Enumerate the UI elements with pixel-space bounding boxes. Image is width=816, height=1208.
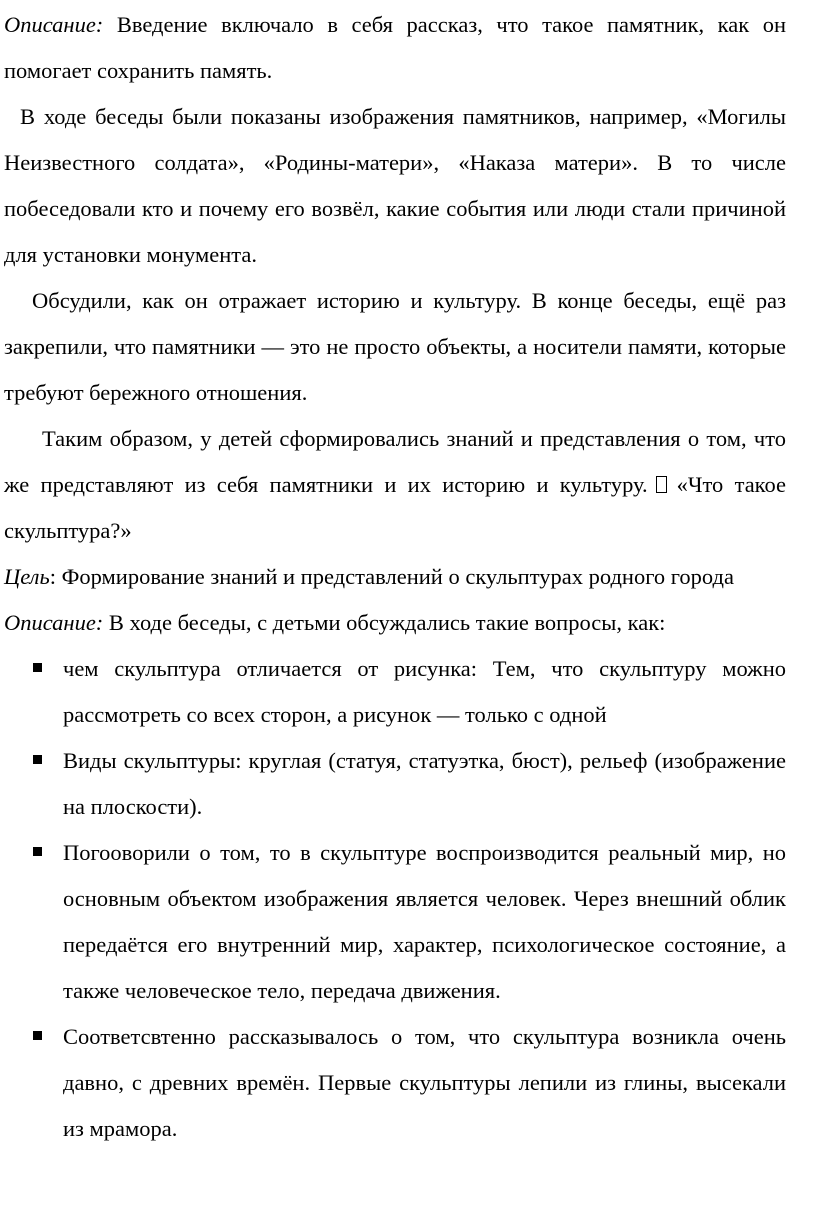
paragraph-text: В ходе беседы были показаны изображения памятников, например, «Могилы Неизвестного солдата», «Родины-матери», «Наказа матери». В то числе побеседовали кто и почему его возвёл, какие события или люди стали причиной для установки монумента. (4, 104, 786, 267)
list-item (4, 1014, 786, 1152)
paragraph-history-culture (4, 278, 786, 416)
square-bullet-icon (33, 663, 42, 672)
section-heading-sculpture: «Что такое скульптура?» (4, 472, 786, 543)
paragraph-text: : Формирование знаний и представлений о скульптурах родного города (49, 564, 734, 589)
list-item-text: Виды скульптуры: круглая (статуя, статуэтка, бюст), рельеф (изображение на плоскости). (63, 748, 786, 819)
list-item-text: Соответсвтенно рассказывалось о том, что скульптура возникла очень давно, с древних времён. Первые скульптуры лепили из глины, высекали из мрамора. (63, 1024, 786, 1141)
description-label: Описание: (4, 12, 104, 37)
discussion-topics-list (4, 646, 786, 1152)
description-label: Описание: (4, 610, 104, 635)
list-item (4, 646, 786, 738)
paragraph-intro-description (4, 2, 786, 94)
paragraph-text: Таким образом, у детей сформировались знаний и представления о том, что же представляют из себя памятники и их историю и культуру. (4, 426, 786, 497)
paragraph-monuments-shown (4, 94, 786, 278)
square-bullet-icon (33, 1031, 42, 1040)
list-item-text: Погооворили о том, то в скульптуре воспроизводится реальный мир, но основным объектом изображения является человек. Через внешний облик передаётся его внутренний мир, характер, психологическое состояние, а также человеческое тело, передача движения. (63, 840, 786, 1003)
paragraph-text: Введение включало в себя рассказ, что такое памятник, как он помогает сохранить память. (4, 12, 786, 83)
paragraph-goal (4, 554, 786, 600)
paragraph-text: В ходе беседы, с детьми обсуждались такие вопросы, как: (103, 610, 666, 635)
paragraph-sculpture-description (4, 600, 786, 646)
list-item-text: чем скульптура отличается от рисунка: Тем, что скульптуру можно рассмотреть со всех сторон, а рисунок — только с одной (63, 656, 786, 727)
goal-label: Цель (4, 564, 50, 589)
square-bullet-icon (33, 755, 42, 764)
list-item (4, 738, 786, 830)
square-bullet-icon (33, 847, 42, 856)
list-item (4, 830, 786, 1014)
paragraph-conclusion (4, 416, 786, 554)
missing-glyph-box-icon (656, 476, 667, 493)
paragraph-text: Обсудили, как он отражает историю и культуру. В конце беседы, ещё раз закрепили, что памятники — это не просто объекты, а носители памяти, которые требуют бережного отношения. (4, 288, 786, 405)
